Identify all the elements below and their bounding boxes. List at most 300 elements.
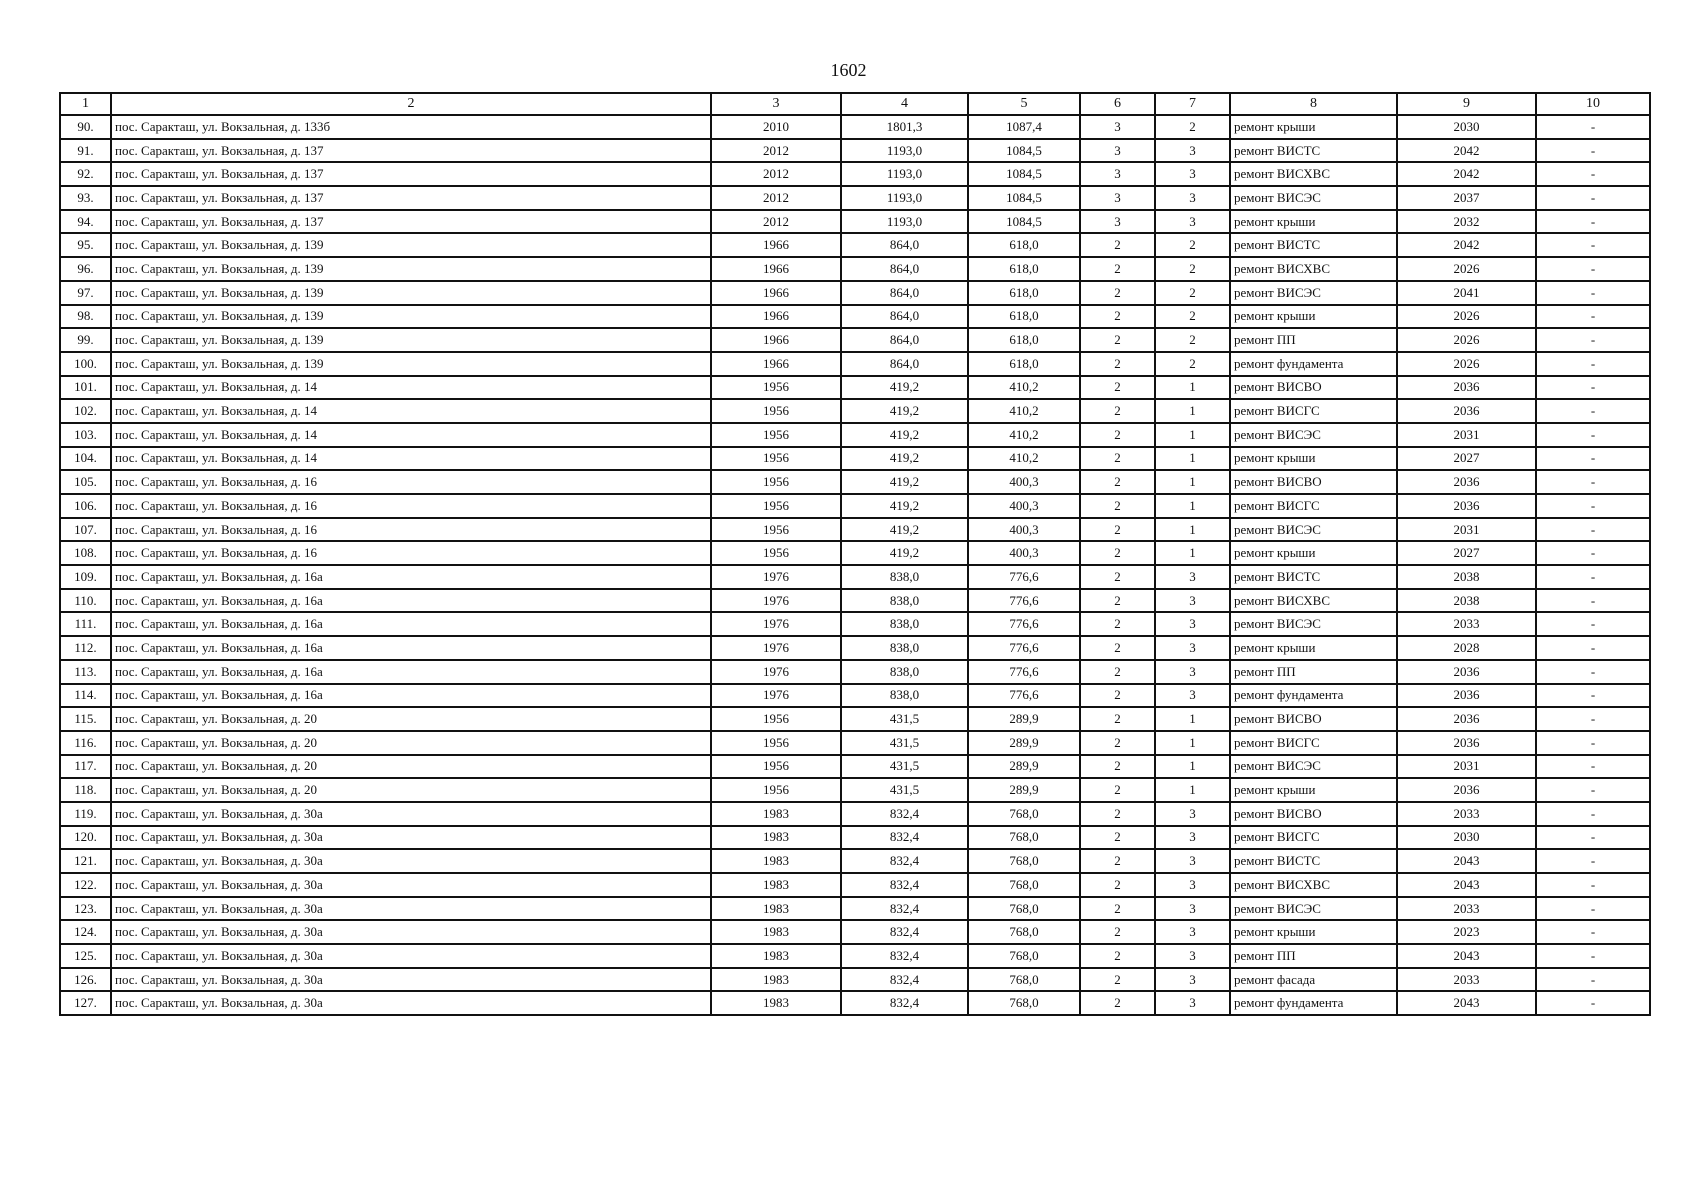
year-built-cell: 2012 [711, 210, 841, 234]
work-type-cell: ремонт крыши [1230, 210, 1397, 234]
year-built-cell: 1956 [711, 423, 841, 447]
year-built-cell: 1956 [711, 447, 841, 471]
table-row [60, 731, 1650, 755]
floors-cell: 2 [1080, 470, 1155, 494]
total-area-cell: 1193,0 [841, 210, 968, 234]
address-cell: пос. Саракташ, ул. Вокзальная, д. 30а [111, 944, 711, 968]
entrances-cell: 3 [1155, 162, 1230, 186]
table-row [60, 968, 1650, 992]
note-cell: - [1536, 826, 1650, 850]
table-row [60, 518, 1650, 542]
floors-cell: 2 [1080, 991, 1155, 1015]
address-cell: пос. Саракташ, ул. Вокзальная, д. 16а [111, 636, 711, 660]
work-type-cell: ремонт ВИСТС [1230, 565, 1397, 589]
total-area-cell: 1193,0 [841, 139, 968, 163]
address-cell: пос. Саракташ, ул. Вокзальная, д. 139 [111, 328, 711, 352]
note-cell: - [1536, 636, 1650, 660]
table-row [60, 778, 1650, 802]
row-number-cell: 91. [60, 139, 111, 163]
living-area-cell: 400,3 [968, 518, 1080, 542]
living-area-cell: 768,0 [968, 897, 1080, 921]
living-area-cell: 776,6 [968, 684, 1080, 708]
table-row [60, 423, 1650, 447]
address-cell: пос. Саракташ, ул. Вокзальная, д. 16 [111, 470, 711, 494]
address-cell: пос. Саракташ, ул. Вокзальная, д. 20 [111, 755, 711, 779]
year-built-cell: 1983 [711, 849, 841, 873]
table-row [60, 115, 1650, 139]
entrances-cell: 3 [1155, 920, 1230, 944]
table-body [60, 115, 1650, 1015]
row-number-cell: 98. [60, 305, 111, 329]
total-area-cell: 832,4 [841, 802, 968, 826]
table-row [60, 399, 1650, 423]
note-cell: - [1536, 328, 1650, 352]
row-number-cell: 99. [60, 328, 111, 352]
work-type-cell: ремонт ВИСХВС [1230, 873, 1397, 897]
table-row [60, 470, 1650, 494]
floors-cell: 2 [1080, 518, 1155, 542]
year-built-cell: 1976 [711, 612, 841, 636]
total-area-cell: 838,0 [841, 684, 968, 708]
work-type-cell: ремонт крыши [1230, 305, 1397, 329]
work-type-cell: ремонт ВИСХВС [1230, 589, 1397, 613]
year-built-cell: 1956 [711, 707, 841, 731]
row-number-cell: 115. [60, 707, 111, 731]
living-area-cell: 768,0 [968, 920, 1080, 944]
address-cell: пос. Саракташ, ул. Вокзальная, д. 30а [111, 802, 711, 826]
entrances-cell: 3 [1155, 826, 1230, 850]
note-cell: - [1536, 518, 1650, 542]
note-cell: - [1536, 257, 1650, 281]
living-area-cell: 618,0 [968, 281, 1080, 305]
floors-cell: 2 [1080, 376, 1155, 400]
floors-cell: 2 [1080, 494, 1155, 518]
year-built-cell: 1956 [711, 778, 841, 802]
planned-year-cell: 2036 [1397, 470, 1536, 494]
planned-year-cell: 2041 [1397, 281, 1536, 305]
year-built-cell: 1983 [711, 802, 841, 826]
floors-cell: 2 [1080, 731, 1155, 755]
page-number: 1602 [830, 60, 867, 80]
note-cell: - [1536, 755, 1650, 779]
living-area-cell: 776,6 [968, 636, 1080, 660]
entrances-cell: 2 [1155, 281, 1230, 305]
entrances-cell: 3 [1155, 944, 1230, 968]
work-type-cell: ремонт крыши [1230, 115, 1397, 139]
table-row [60, 589, 1650, 613]
year-built-cell: 2012 [711, 186, 841, 210]
table-row [60, 186, 1650, 210]
planned-year-cell: 2026 [1397, 257, 1536, 281]
note-cell: - [1536, 494, 1650, 518]
table-row [60, 944, 1650, 968]
total-area-cell: 864,0 [841, 233, 968, 257]
total-area-cell: 864,0 [841, 328, 968, 352]
work-type-cell: ремонт крыши [1230, 778, 1397, 802]
address-cell: пос. Саракташ, ул. Вокзальная, д. 30а [111, 920, 711, 944]
living-area-cell: 289,9 [968, 778, 1080, 802]
entrances-cell: 3 [1155, 684, 1230, 708]
living-area-cell: 289,9 [968, 755, 1080, 779]
work-type-cell: ремонт ВИСЭС [1230, 897, 1397, 921]
column-header: 9 [1397, 93, 1536, 115]
entrances-cell: 3 [1155, 589, 1230, 613]
total-area-cell: 419,2 [841, 541, 968, 565]
planned-year-cell: 2027 [1397, 541, 1536, 565]
living-area-cell: 768,0 [968, 802, 1080, 826]
row-number-cell: 97. [60, 281, 111, 305]
floors-cell: 2 [1080, 589, 1155, 613]
living-area-cell: 768,0 [968, 873, 1080, 897]
table-row [60, 802, 1650, 826]
total-area-cell: 419,2 [841, 494, 968, 518]
row-number-cell: 114. [60, 684, 111, 708]
floors-cell: 2 [1080, 541, 1155, 565]
total-area-cell: 431,5 [841, 731, 968, 755]
total-area-cell: 832,4 [841, 873, 968, 897]
row-number-cell: 111. [60, 612, 111, 636]
note-cell: - [1536, 802, 1650, 826]
work-type-cell: ремонт ВИСГС [1230, 826, 1397, 850]
year-built-cell: 1966 [711, 281, 841, 305]
floors-cell: 2 [1080, 233, 1155, 257]
column-header: 7 [1155, 93, 1230, 115]
planned-year-cell: 2042 [1397, 139, 1536, 163]
address-cell: пос. Саракташ, ул. Вокзальная, д. 14 [111, 399, 711, 423]
note-cell: - [1536, 399, 1650, 423]
living-area-cell: 768,0 [968, 968, 1080, 992]
floors-cell: 3 [1080, 115, 1155, 139]
row-number-cell: 106. [60, 494, 111, 518]
work-type-cell: ремонт крыши [1230, 447, 1397, 471]
entrances-cell: 2 [1155, 115, 1230, 139]
note-cell: - [1536, 944, 1650, 968]
total-area-cell: 431,5 [841, 778, 968, 802]
total-area-cell: 1801,3 [841, 115, 968, 139]
table-row [60, 376, 1650, 400]
year-built-cell: 1976 [711, 684, 841, 708]
planned-year-cell: 2031 [1397, 518, 1536, 542]
work-type-cell: ремонт крыши [1230, 541, 1397, 565]
planned-year-cell: 2030 [1397, 115, 1536, 139]
living-area-cell: 618,0 [968, 305, 1080, 329]
address-cell: пос. Саракташ, ул. Вокзальная, д. 137 [111, 186, 711, 210]
living-area-cell: 1087,4 [968, 115, 1080, 139]
note-cell: - [1536, 186, 1650, 210]
planned-year-cell: 2036 [1397, 376, 1536, 400]
column-header: 4 [841, 93, 968, 115]
total-area-cell: 832,4 [841, 897, 968, 921]
planned-year-cell: 2037 [1397, 186, 1536, 210]
address-cell: пос. Саракташ, ул. Вокзальная, д. 133б [111, 115, 711, 139]
note-cell: - [1536, 612, 1650, 636]
address-cell: пос. Саракташ, ул. Вокзальная, д. 16 [111, 494, 711, 518]
entrances-cell: 3 [1155, 873, 1230, 897]
total-area-cell: 419,2 [841, 470, 968, 494]
note-cell: - [1536, 873, 1650, 897]
address-cell: пос. Саракташ, ул. Вокзальная, д. 137 [111, 162, 711, 186]
table-row [60, 755, 1650, 779]
living-area-cell: 776,6 [968, 612, 1080, 636]
work-type-cell: ремонт ПП [1230, 328, 1397, 352]
address-cell: пос. Саракташ, ул. Вокзальная, д. 139 [111, 257, 711, 281]
floors-cell: 2 [1080, 802, 1155, 826]
address-cell: пос. Саракташ, ул. Вокзальная, д. 14 [111, 423, 711, 447]
address-cell: пос. Саракташ, ул. Вокзальная, д. 16а [111, 589, 711, 613]
floors-cell: 3 [1080, 186, 1155, 210]
planned-year-cell: 2038 [1397, 589, 1536, 613]
entrances-cell: 1 [1155, 755, 1230, 779]
living-area-cell: 768,0 [968, 944, 1080, 968]
total-area-cell: 419,2 [841, 447, 968, 471]
address-cell: пос. Саракташ, ул. Вокзальная, д. 20 [111, 707, 711, 731]
living-area-cell: 618,0 [968, 233, 1080, 257]
work-type-cell: ремонт ВИСВО [1230, 707, 1397, 731]
year-built-cell: 1976 [711, 660, 841, 684]
address-cell: пос. Саракташ, ул. Вокзальная, д. 20 [111, 778, 711, 802]
floors-cell: 2 [1080, 447, 1155, 471]
year-built-cell: 1976 [711, 636, 841, 660]
living-area-cell: 1084,5 [968, 210, 1080, 234]
total-area-cell: 431,5 [841, 707, 968, 731]
living-area-cell: 618,0 [968, 352, 1080, 376]
note-cell: - [1536, 991, 1650, 1015]
planned-year-cell: 2036 [1397, 399, 1536, 423]
entrances-cell: 1 [1155, 494, 1230, 518]
row-number-cell: 112. [60, 636, 111, 660]
address-cell: пос. Саракташ, ул. Вокзальная, д. 139 [111, 305, 711, 329]
year-built-cell: 1983 [711, 826, 841, 850]
note-cell: - [1536, 139, 1650, 163]
year-built-cell: 1976 [711, 589, 841, 613]
planned-year-cell: 2033 [1397, 968, 1536, 992]
planned-year-cell: 2026 [1397, 328, 1536, 352]
living-area-cell: 400,3 [968, 541, 1080, 565]
planned-year-cell: 2036 [1397, 660, 1536, 684]
column-number-row [60, 93, 1650, 115]
year-built-cell: 1983 [711, 968, 841, 992]
work-type-cell: ремонт фасада [1230, 968, 1397, 992]
floors-cell: 2 [1080, 328, 1155, 352]
work-type-cell: ремонт ВИСЭС [1230, 518, 1397, 542]
entrances-cell: 3 [1155, 612, 1230, 636]
note-cell: - [1536, 541, 1650, 565]
total-area-cell: 838,0 [841, 565, 968, 589]
table-row [60, 565, 1650, 589]
entrances-cell: 3 [1155, 849, 1230, 873]
living-area-cell: 776,6 [968, 660, 1080, 684]
living-area-cell: 1084,5 [968, 186, 1080, 210]
address-cell: пос. Саракташ, ул. Вокзальная, д. 139 [111, 233, 711, 257]
floors-cell: 2 [1080, 968, 1155, 992]
entrances-cell: 1 [1155, 399, 1230, 423]
planned-year-cell: 2036 [1397, 778, 1536, 802]
planned-year-cell: 2031 [1397, 755, 1536, 779]
planned-year-cell: 2043 [1397, 849, 1536, 873]
living-area-cell: 400,3 [968, 494, 1080, 518]
address-cell: пос. Саракташ, ул. Вокзальная, д. 30а [111, 826, 711, 850]
work-type-cell: ремонт ВИСХВС [1230, 257, 1397, 281]
year-built-cell: 1983 [711, 873, 841, 897]
address-cell: пос. Саракташ, ул. Вокзальная, д. 30а [111, 991, 711, 1015]
table-row [60, 281, 1650, 305]
note-cell: - [1536, 352, 1650, 376]
planned-year-cell: 2043 [1397, 991, 1536, 1015]
work-type-cell: ремонт ВИСЭС [1230, 612, 1397, 636]
planned-year-cell: 2036 [1397, 494, 1536, 518]
total-area-cell: 431,5 [841, 755, 968, 779]
column-header: 3 [711, 93, 841, 115]
table-row [60, 636, 1650, 660]
address-cell: пос. Саракташ, ул. Вокзальная, д. 14 [111, 376, 711, 400]
table-row [60, 210, 1650, 234]
total-area-cell: 864,0 [841, 352, 968, 376]
entrances-cell: 3 [1155, 968, 1230, 992]
entrances-cell: 1 [1155, 423, 1230, 447]
planned-year-cell: 2042 [1397, 162, 1536, 186]
planned-year-cell: 2043 [1397, 944, 1536, 968]
row-number-cell: 90. [60, 115, 111, 139]
year-built-cell: 1956 [711, 494, 841, 518]
work-type-cell: ремонт крыши [1230, 636, 1397, 660]
row-number-cell: 94. [60, 210, 111, 234]
work-type-cell: ремонт ВИСГС [1230, 399, 1397, 423]
row-number-cell: 122. [60, 873, 111, 897]
planned-year-cell: 2042 [1397, 233, 1536, 257]
year-built-cell: 1956 [711, 731, 841, 755]
total-area-cell: 832,4 [841, 826, 968, 850]
table-row [60, 920, 1650, 944]
note-cell: - [1536, 281, 1650, 305]
planned-year-cell: 2030 [1397, 826, 1536, 850]
year-built-cell: 1956 [711, 755, 841, 779]
row-number-cell: 123. [60, 897, 111, 921]
work-type-cell: ремонт ВИСВО [1230, 802, 1397, 826]
row-number-cell: 110. [60, 589, 111, 613]
floors-cell: 2 [1080, 873, 1155, 897]
work-type-cell: ремонт ВИСВО [1230, 470, 1397, 494]
living-area-cell: 768,0 [968, 826, 1080, 850]
year-built-cell: 1956 [711, 399, 841, 423]
total-area-cell: 419,2 [841, 399, 968, 423]
entrances-cell: 1 [1155, 376, 1230, 400]
planned-year-cell: 2036 [1397, 707, 1536, 731]
planned-year-cell: 2032 [1397, 210, 1536, 234]
living-area-cell: 289,9 [968, 731, 1080, 755]
total-area-cell: 832,4 [841, 849, 968, 873]
entrances-cell: 2 [1155, 352, 1230, 376]
table-row [60, 447, 1650, 471]
floors-cell: 2 [1080, 707, 1155, 731]
year-built-cell: 1956 [711, 541, 841, 565]
entrances-cell: 1 [1155, 707, 1230, 731]
row-number-cell: 107. [60, 518, 111, 542]
total-area-cell: 419,2 [841, 518, 968, 542]
work-type-cell: ремонт фундамента [1230, 352, 1397, 376]
table-row [60, 352, 1650, 376]
planned-year-cell: 2036 [1397, 731, 1536, 755]
column-header: 6 [1080, 93, 1155, 115]
row-number-cell: 113. [60, 660, 111, 684]
table-row [60, 897, 1650, 921]
year-built-cell: 1976 [711, 565, 841, 589]
floors-cell: 2 [1080, 684, 1155, 708]
planned-year-cell: 2043 [1397, 873, 1536, 897]
address-cell: пос. Саракташ, ул. Вокзальная, д. 139 [111, 281, 711, 305]
total-area-cell: 864,0 [841, 305, 968, 329]
note-cell: - [1536, 210, 1650, 234]
total-area-cell: 832,4 [841, 944, 968, 968]
table-row [60, 660, 1650, 684]
floors-cell: 2 [1080, 826, 1155, 850]
total-area-cell: 838,0 [841, 589, 968, 613]
total-area-cell: 419,2 [841, 423, 968, 447]
entrances-cell: 3 [1155, 636, 1230, 660]
planned-year-cell: 2036 [1397, 684, 1536, 708]
address-cell: пос. Саракташ, ул. Вокзальная, д. 20 [111, 731, 711, 755]
address-cell: пос. Саракташ, ул. Вокзальная, д. 30а [111, 849, 711, 873]
planned-year-cell: 2027 [1397, 447, 1536, 471]
row-number-cell: 103. [60, 423, 111, 447]
floors-cell: 2 [1080, 944, 1155, 968]
floors-cell: 2 [1080, 755, 1155, 779]
year-built-cell: 2012 [711, 162, 841, 186]
row-number-cell: 119. [60, 802, 111, 826]
address-cell: пос. Саракташ, ул. Вокзальная, д. 16а [111, 684, 711, 708]
entrances-cell: 3 [1155, 660, 1230, 684]
note-cell: - [1536, 565, 1650, 589]
row-number-cell: 101. [60, 376, 111, 400]
total-area-cell: 419,2 [841, 376, 968, 400]
entrances-cell: 1 [1155, 731, 1230, 755]
total-area-cell: 864,0 [841, 281, 968, 305]
living-area-cell: 768,0 [968, 991, 1080, 1015]
note-cell: - [1536, 423, 1650, 447]
note-cell: - [1536, 778, 1650, 802]
row-number-cell: 120. [60, 826, 111, 850]
row-number-cell: 92. [60, 162, 111, 186]
year-built-cell: 1956 [711, 518, 841, 542]
note-cell: - [1536, 660, 1650, 684]
row-number-cell: 125. [60, 944, 111, 968]
table-row [60, 494, 1650, 518]
row-number-cell: 116. [60, 731, 111, 755]
row-number-cell: 100. [60, 352, 111, 376]
address-cell: пос. Саракташ, ул. Вокзальная, д. 14 [111, 447, 711, 471]
work-type-cell: ремонт ПП [1230, 944, 1397, 968]
entrances-cell: 3 [1155, 210, 1230, 234]
living-area-cell: 400,3 [968, 470, 1080, 494]
floors-cell: 2 [1080, 778, 1155, 802]
table-row [60, 328, 1650, 352]
entrances-cell: 1 [1155, 518, 1230, 542]
total-area-cell: 864,0 [841, 257, 968, 281]
note-cell: - [1536, 233, 1650, 257]
row-number-cell: 102. [60, 399, 111, 423]
planned-year-cell: 2023 [1397, 920, 1536, 944]
year-built-cell: 1956 [711, 470, 841, 494]
entrances-cell: 3 [1155, 565, 1230, 589]
living-area-cell: 1084,5 [968, 139, 1080, 163]
work-type-cell: ремонт крыши [1230, 920, 1397, 944]
entrances-cell: 1 [1155, 470, 1230, 494]
column-header: 5 [968, 93, 1080, 115]
planned-year-cell: 2031 [1397, 423, 1536, 447]
row-number-cell: 109. [60, 565, 111, 589]
table-row [60, 991, 1650, 1015]
row-number-cell: 95. [60, 233, 111, 257]
work-type-cell: ремонт ВИСТС [1230, 849, 1397, 873]
